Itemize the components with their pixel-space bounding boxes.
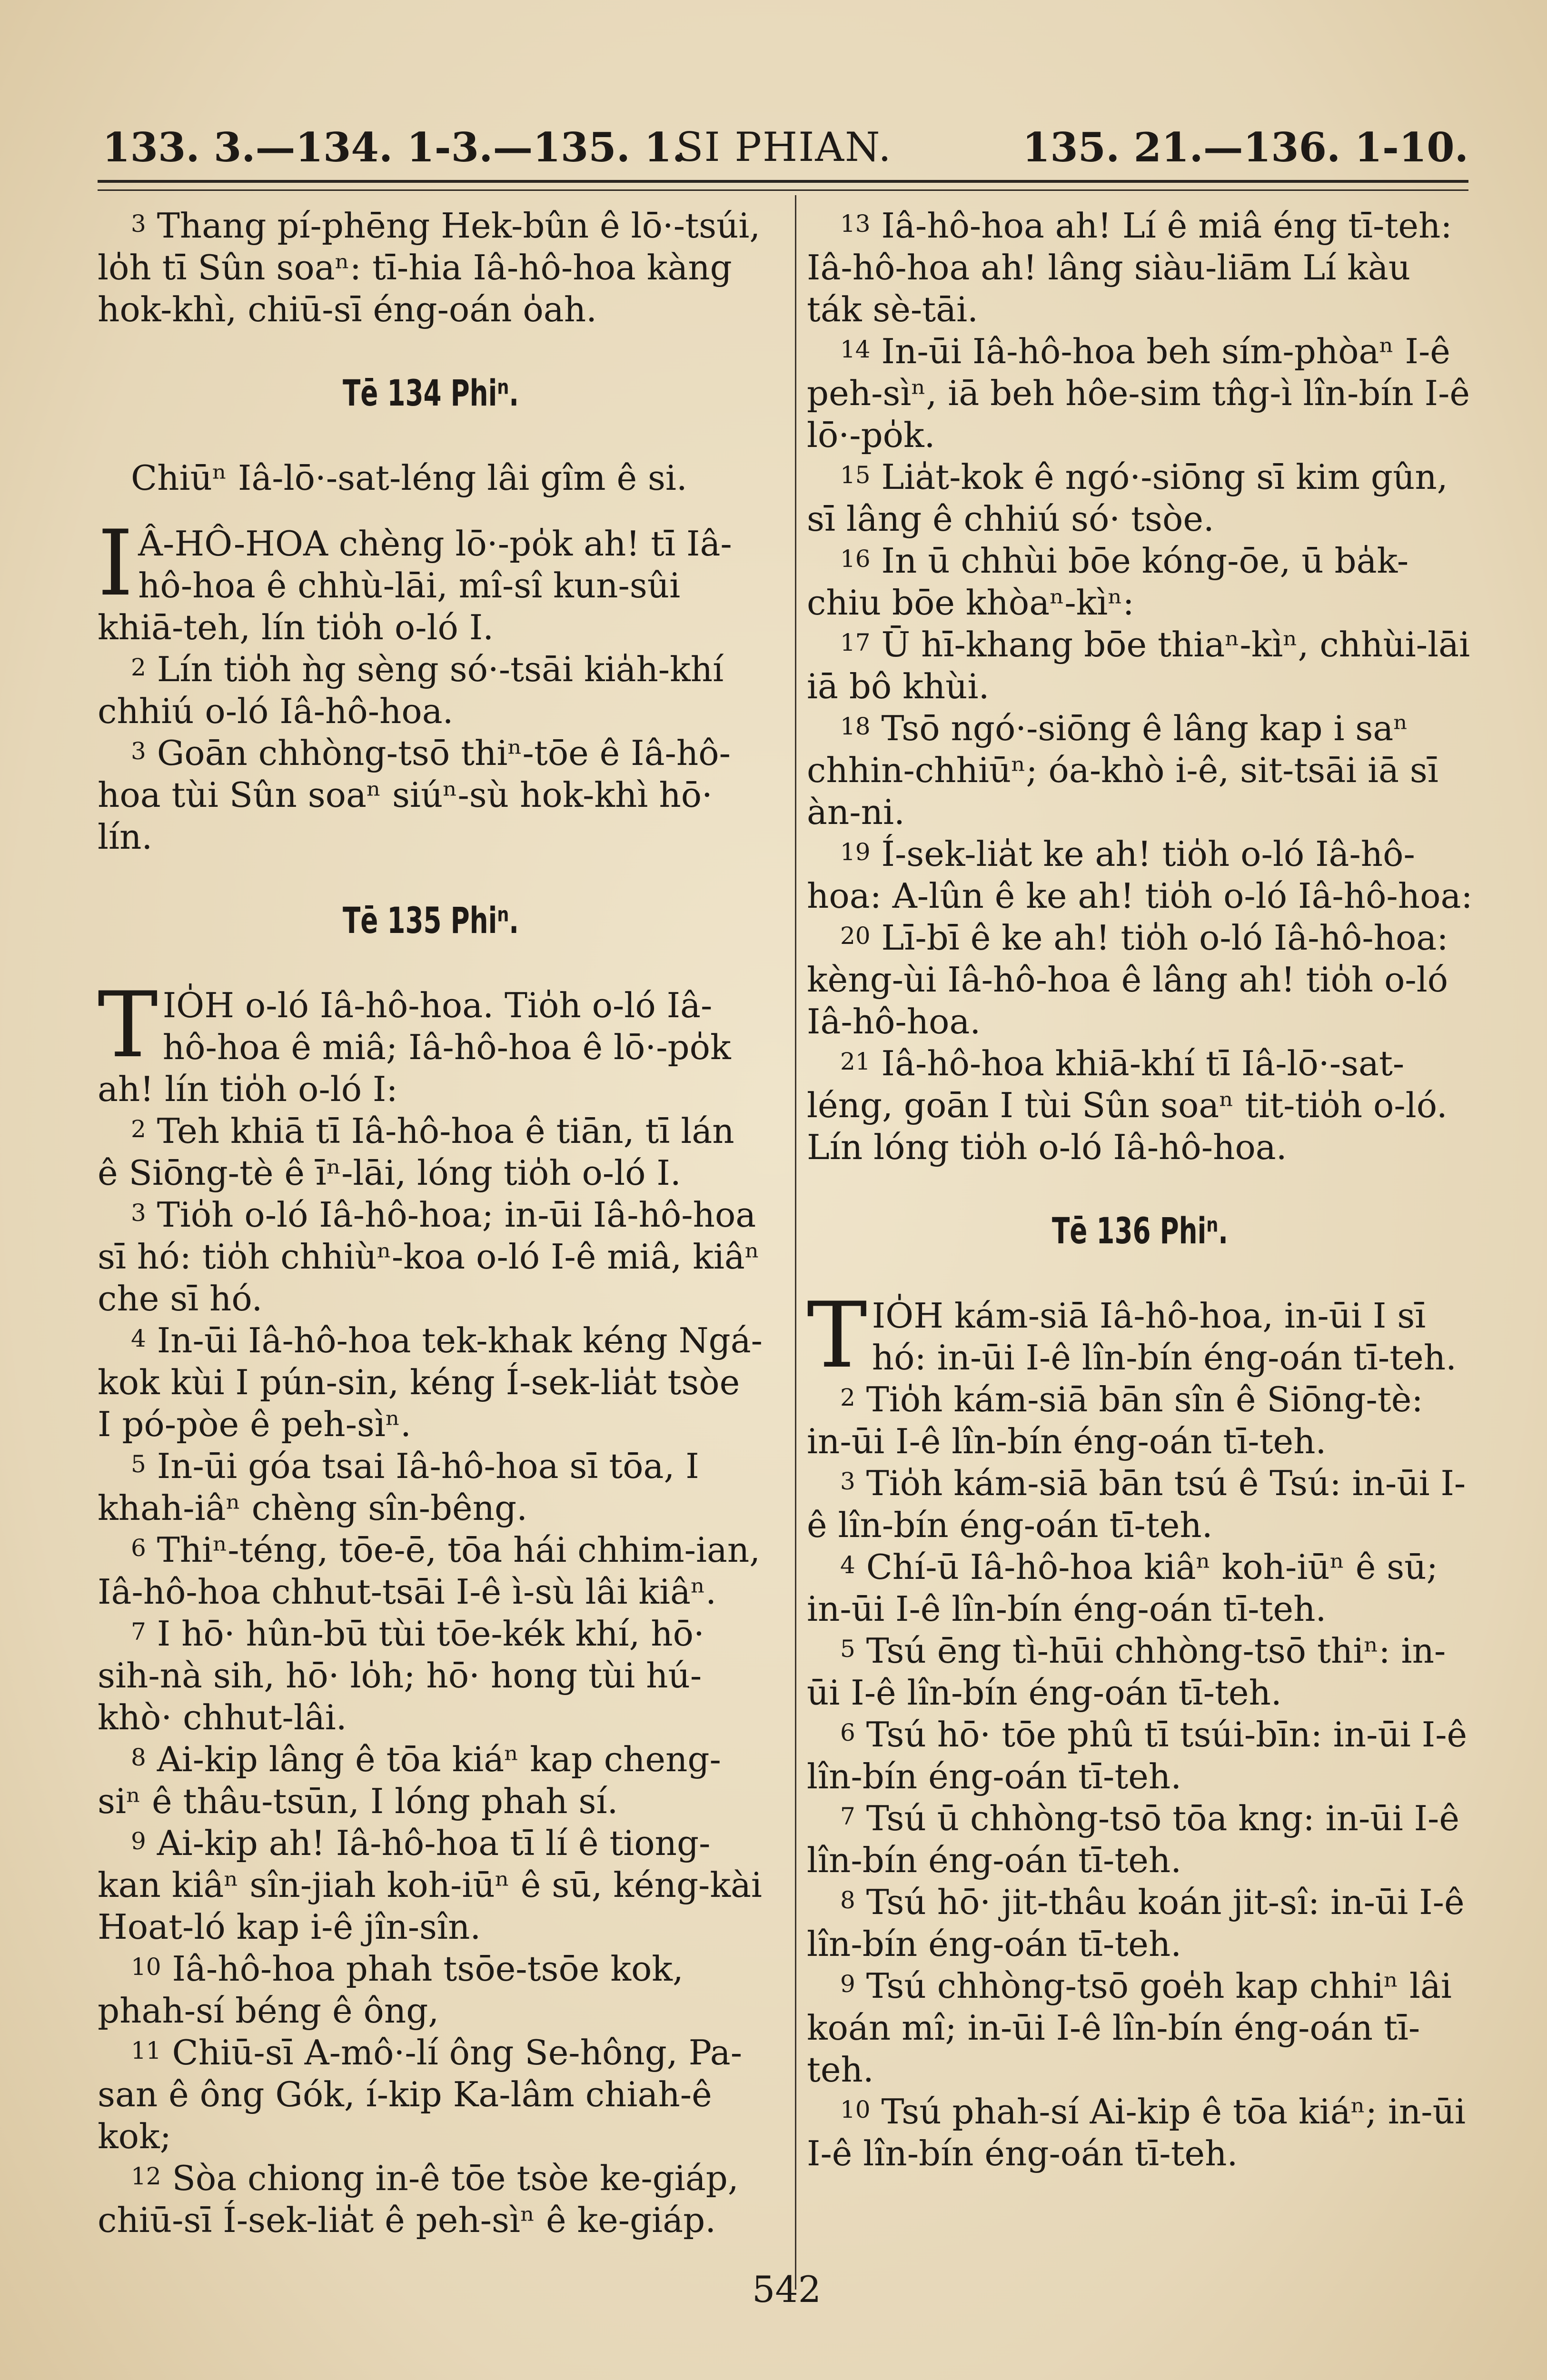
verse-number: 4 [840,1551,855,1579]
verse-text: Teh khiā tī Iâ-hô-hoa ê tiān, tī lán ê Siōng-tè ê īⁿ-lāi, lóng tio̍h o-ló I. [98,1111,734,1193]
verse-135-6 [98,1529,764,1613]
verse-text: Goān chhòng-tsō thiⁿ-tōe ê Iâ-hô-hoa tùi Sûn soaⁿ siúⁿ-sù hok-khì hō· lín. [98,733,731,857]
verse-135-21 [807,1042,1473,1168]
drop-cap: T [807,1283,867,1388]
verse-number: 13 [840,210,871,238]
verse-number: 3 [131,737,146,765]
verse-number: 16 [840,545,871,573]
verse-135-7 [98,1613,764,1738]
verse-text: Chí-ū Iâ-hô-hoa kiâⁿ koh-iūⁿ ê sū; in-ūi I-ê lîn-bín éng-oán tī-teh. [807,1547,1438,1629]
verse-136-4 [807,1546,1473,1630]
verse-text: Thiⁿ-téng, tōe-ē, tōa hái chhim-ian, Iâ-hô-hoa chhut-tsāi I-ê ì-sù lâi kiâⁿ. [98,1530,761,1612]
verse-number: 12 [131,2162,161,2190]
header-book-title: SI PHIAN. [676,124,892,170]
verse-135-9 [98,1822,764,1948]
verse-135-16 [807,540,1473,624]
verse-number: 3 [131,210,146,238]
verse-text: Thang pí-phēng Hek-bûn ê lō·-tsúi, lo̍h tī Sûn soaⁿ: tī-hia Iâ-hô-hoa kàng hok-khì, chiū-sī éng-oán o̍ah. [98,206,761,329]
verse-135-2 [98,1110,764,1194]
verse-136-5 [807,1630,1473,1714]
verse-number: 11 [131,2037,161,2064]
verse-136-2 [807,1378,1473,1462]
verse-number: 5 [840,1635,855,1663]
verse-number: 4 [131,1325,146,1352]
verse-136-9 [807,1965,1473,2091]
verse-135-1 [98,972,764,1110]
verse-text: Tsō ngó·-siōng ê lâng kap i saⁿ chhin-chhiūⁿ; óa-khò i-ê, sit-tsāi iā sī àn-ni. [807,708,1438,832]
page-number: 542 [752,2268,822,2311]
verse-text: Â-HÔ-HOA chèng lō·-po̍k ah! tī Iâ-hô-hoa ê chhù-lāi, mî-sî kun-sûi khiā-teh, lín tio̍h o-ló I. [98,524,732,647]
verse-134-1 [98,511,764,648]
verse-135-3 [98,1194,764,1319]
verse-134-3 [98,732,764,858]
verse-number: 5 [131,1450,146,1478]
verse-135-13 [807,205,1473,330]
verse-text: Ū hī-khang bōe thiaⁿ-kìⁿ, chhùi-lāi iā bô khùi. [807,625,1470,706]
verse-text: I hō· hûn-bū tùi tōe-kék khí, hō· sih-nà sih, hō· lo̍h; hō· hong tùi hú-khò· chhut-lâi. [98,1614,704,1737]
verse-number: 8 [131,1744,146,1771]
verse-number: 2 [840,1384,855,1411]
verse-text: Tsú chhòng-tsō goe̍h kap chhiⁿ lâi koán mî; in-ūi I-ê lîn-bín éng-oán tī-teh. [807,1966,1452,2090]
verse-text: Í-sek-lia̍t ke ah! tio̍h o-ló Iâ-hô-hoa: A-lûn ê ke ah! tio̍h o-ló Iâ-hô-hoa: [807,834,1473,916]
verse-number: 10 [840,2096,871,2123]
verse-text: Tio̍h kám-siā bān sîn ê Siōng-tè: in-ūi I-ê lîn-bín éng-oán tī-teh. [807,1379,1423,1461]
verse-136-7 [807,1797,1473,1881]
verse-136-3 [807,1462,1473,1546]
verse-text: Sòa chiong in-ê tōe tsòe ke-giáp, chiū-sī Í-sek-lia̍t ê peh-sìⁿ ê ke-giáp. [98,2158,739,2240]
verse-text: Ai-kip ah! Iâ-hô-hoa tī lí ê tiong-kan kiâⁿ sîn-jiah koh-iūⁿ ê sū, kéng-kài Hoat-ló kap i-ê jîn-sîn. [98,1823,762,1947]
verse-number: 8 [840,1886,855,1914]
verse-text: Iâ-hô-hoa ah! Lí ê miâ éng tī-teh: Iâ-hô-hoa ah! lâng siàu-liām Lí kàu ták sè-tāi. [807,206,1452,329]
psalm-134-heading: Tē 134 Phiⁿ. [342,372,519,414]
verse-text: Ai-kip lâng ê tōa kiáⁿ kap cheng-siⁿ ê thâu-tsūn, I lóng phah sí. [98,1739,721,1821]
verse-134-2 [98,648,764,732]
verse-text: IO̍H kám-siā Iâ-hô-hoa, in-ūi I sī hó: in-ūi I-ê lîn-bín éng-oán tī-teh. [872,1296,1457,1378]
verse-number: 21 [840,1048,871,1075]
verse-text: In-ūi Iâ-hô-hoa beh sím-phòaⁿ I-ê peh-sìⁿ, iā beh hôe-sim tn̂g-ì lîn-bín I-ê lō·-po̍k. [807,331,1470,455]
verse-text: Lī-bī ê ke ah! tio̍h o-ló Iâ-hô-hoa: kèng-ùi Iâ-hô-hoa ê lâng ah! tio̍h o-ló Iâ-hô-hoa. [807,918,1448,1041]
verse-text: Tsú ēng tì-hūi chhòng-tsō thiⁿ: in-ūi I-ê lîn-bín éng-oán tī-teh. [807,1631,1446,1713]
verse-number: 3 [131,1199,146,1227]
column-divider [795,195,796,2290]
psalm-136-heading: Tē 136 Phiⁿ. [1051,1210,1229,1252]
verse-text: Tsú hō· jit-thâu koán jit-sî: in-ūi I-ê lîn-bín éng-oán tī-teh. [807,1882,1465,1964]
verse-135-8 [98,1738,764,1822]
verse-number: 9 [840,1970,855,1998]
header-rule-thick [98,180,1468,183]
psalm-134-subtitle: Chiūⁿ Iâ-lō·-sat-léng lâi gîm ê si. [131,458,687,498]
psalm-135-heading: Tē 135 Phiⁿ. [342,899,519,942]
verse-number: 2 [131,654,146,681]
verse-number: 10 [131,1953,161,1981]
verse-number: 18 [840,713,871,740]
verse-135-5 [98,1445,764,1529]
verse-text: Tsú phah-sí Ai-kip ê tōa kiáⁿ; in-ūi I-ê lîn-bín éng-oán tī-teh. [807,2092,1466,2173]
verse-text: Tsú ū chhòng-tsō tōa kng: in-ūi I-ê lîn-bín éng-oán tī-teh. [807,1798,1459,1880]
header-left-reference: 133. 3.—134. 1-3.—135. 1. [102,124,686,171]
verse-136-6 [807,1714,1473,1797]
verse-text: In-ūi Iâ-hô-hoa tek-khak kéng Ngá-kok kùi I pún-sin, kéng Í-sek-lia̍t tsòe I pó-pòe ê peh-sìⁿ. [98,1320,763,1444]
verse-136-1 [807,1283,1473,1388]
verse-number: 6 [131,1534,146,1562]
verse-135-12 [98,2157,764,2241]
verse-number: 7 [131,1618,146,1646]
verse-text: Tio̍h o-ló Iâ-hô-hoa; in-ūi Iâ-hô-hoa sī hó: tio̍h chhiùⁿ-koa o-ló I-ê miâ, kiâⁿ che sī hó. [98,1195,760,1319]
verse-number: 17 [840,629,871,656]
verse-text: Lia̍t-kok ê ngó·-siōng sī kim gûn, sī lâng ê chhiú só· tsòe. [807,457,1448,539]
verse-text: Tsú hō· tōe phû tī tsúi-bīn: in-ūi I-ê lîn-bín éng-oán tī-teh. [807,1715,1468,1796]
drop-cap: T [98,972,158,1078]
verse-number: 3 [840,1468,855,1495]
verse-135-20 [807,917,1473,1042]
verse-136-10 [807,2091,1473,2174]
verse-135-11 [98,2032,764,2157]
verse-text: In-ūi góa tsai Iâ-hô-hoa sī tōa, I khah-iâⁿ chèng sîn-bêng. [98,1446,699,1528]
verse-number: 2 [131,1115,146,1143]
verse-number: 9 [131,1827,146,1855]
verse-number: 6 [840,1719,855,1746]
verse-135-17 [807,624,1473,707]
verse-number: 20 [840,922,871,950]
verse-135-19 [807,833,1473,917]
verse-135-10 [98,1948,764,2032]
verse-135-14 [807,330,1473,456]
verse-text: Tio̍h kám-siā bān tsú ê Tsú: in-ūi I-ê lîn-bín éng-oán tī-teh. [807,1463,1466,1545]
verse-text: Chiū-sī A-mô·-lí ông Se-hông, Pa-san ê ông Gók, í-kip Ka-lâm chiah-ê kok; [98,2033,743,2156]
verse-number: 7 [840,1803,855,1830]
verse-text: IO̍H o-ló Iâ-hô-hoa. Tio̍h o-ló Iâ-hô-hoa ê miâ; Iâ-hô-hoa ê lō·-po̍k ah! lín tio̍h o-ló I: [98,985,731,1109]
verse-number: 19 [840,838,871,866]
verse-number: 15 [840,461,871,489]
verse-135-15 [807,456,1473,540]
verse-133-3 [98,205,764,330]
left-column [98,205,764,2241]
header-rule-thin [98,189,1468,191]
verse-text: Iâ-hô-hoa khiā-khí tī Iâ-lō·-sat-léng, goān I tùi Sûn soaⁿ tit-tio̍h o-ló. Lín lóng tio̍h o-ló Iâ-hô-hoa. [807,1043,1448,1167]
verse-135-4 [98,1319,764,1445]
verse-text: Lín tio̍h ǹg sèng só·-tsāi kia̍h-khí chhiú o-ló Iâ-hô-hoa. [98,649,724,731]
verse-number: 14 [840,336,871,363]
verse-text: Iâ-hô-hoa phah tsōe-tsōe kok, phah-sí béng ê ông, [98,1949,684,2031]
drop-cap: I [98,511,134,616]
verse-text: In ū chhùi bōe kóng-ōe, ū ba̍k-chiu bōe khòaⁿ-kìⁿ: [807,541,1409,623]
header-right-reference: 135. 21.—136. 1-10. [1022,124,1468,171]
running-header [0,109,1547,171]
verse-135-18 [807,707,1473,833]
verse-136-8 [807,1881,1473,1965]
right-column [807,205,1473,2174]
